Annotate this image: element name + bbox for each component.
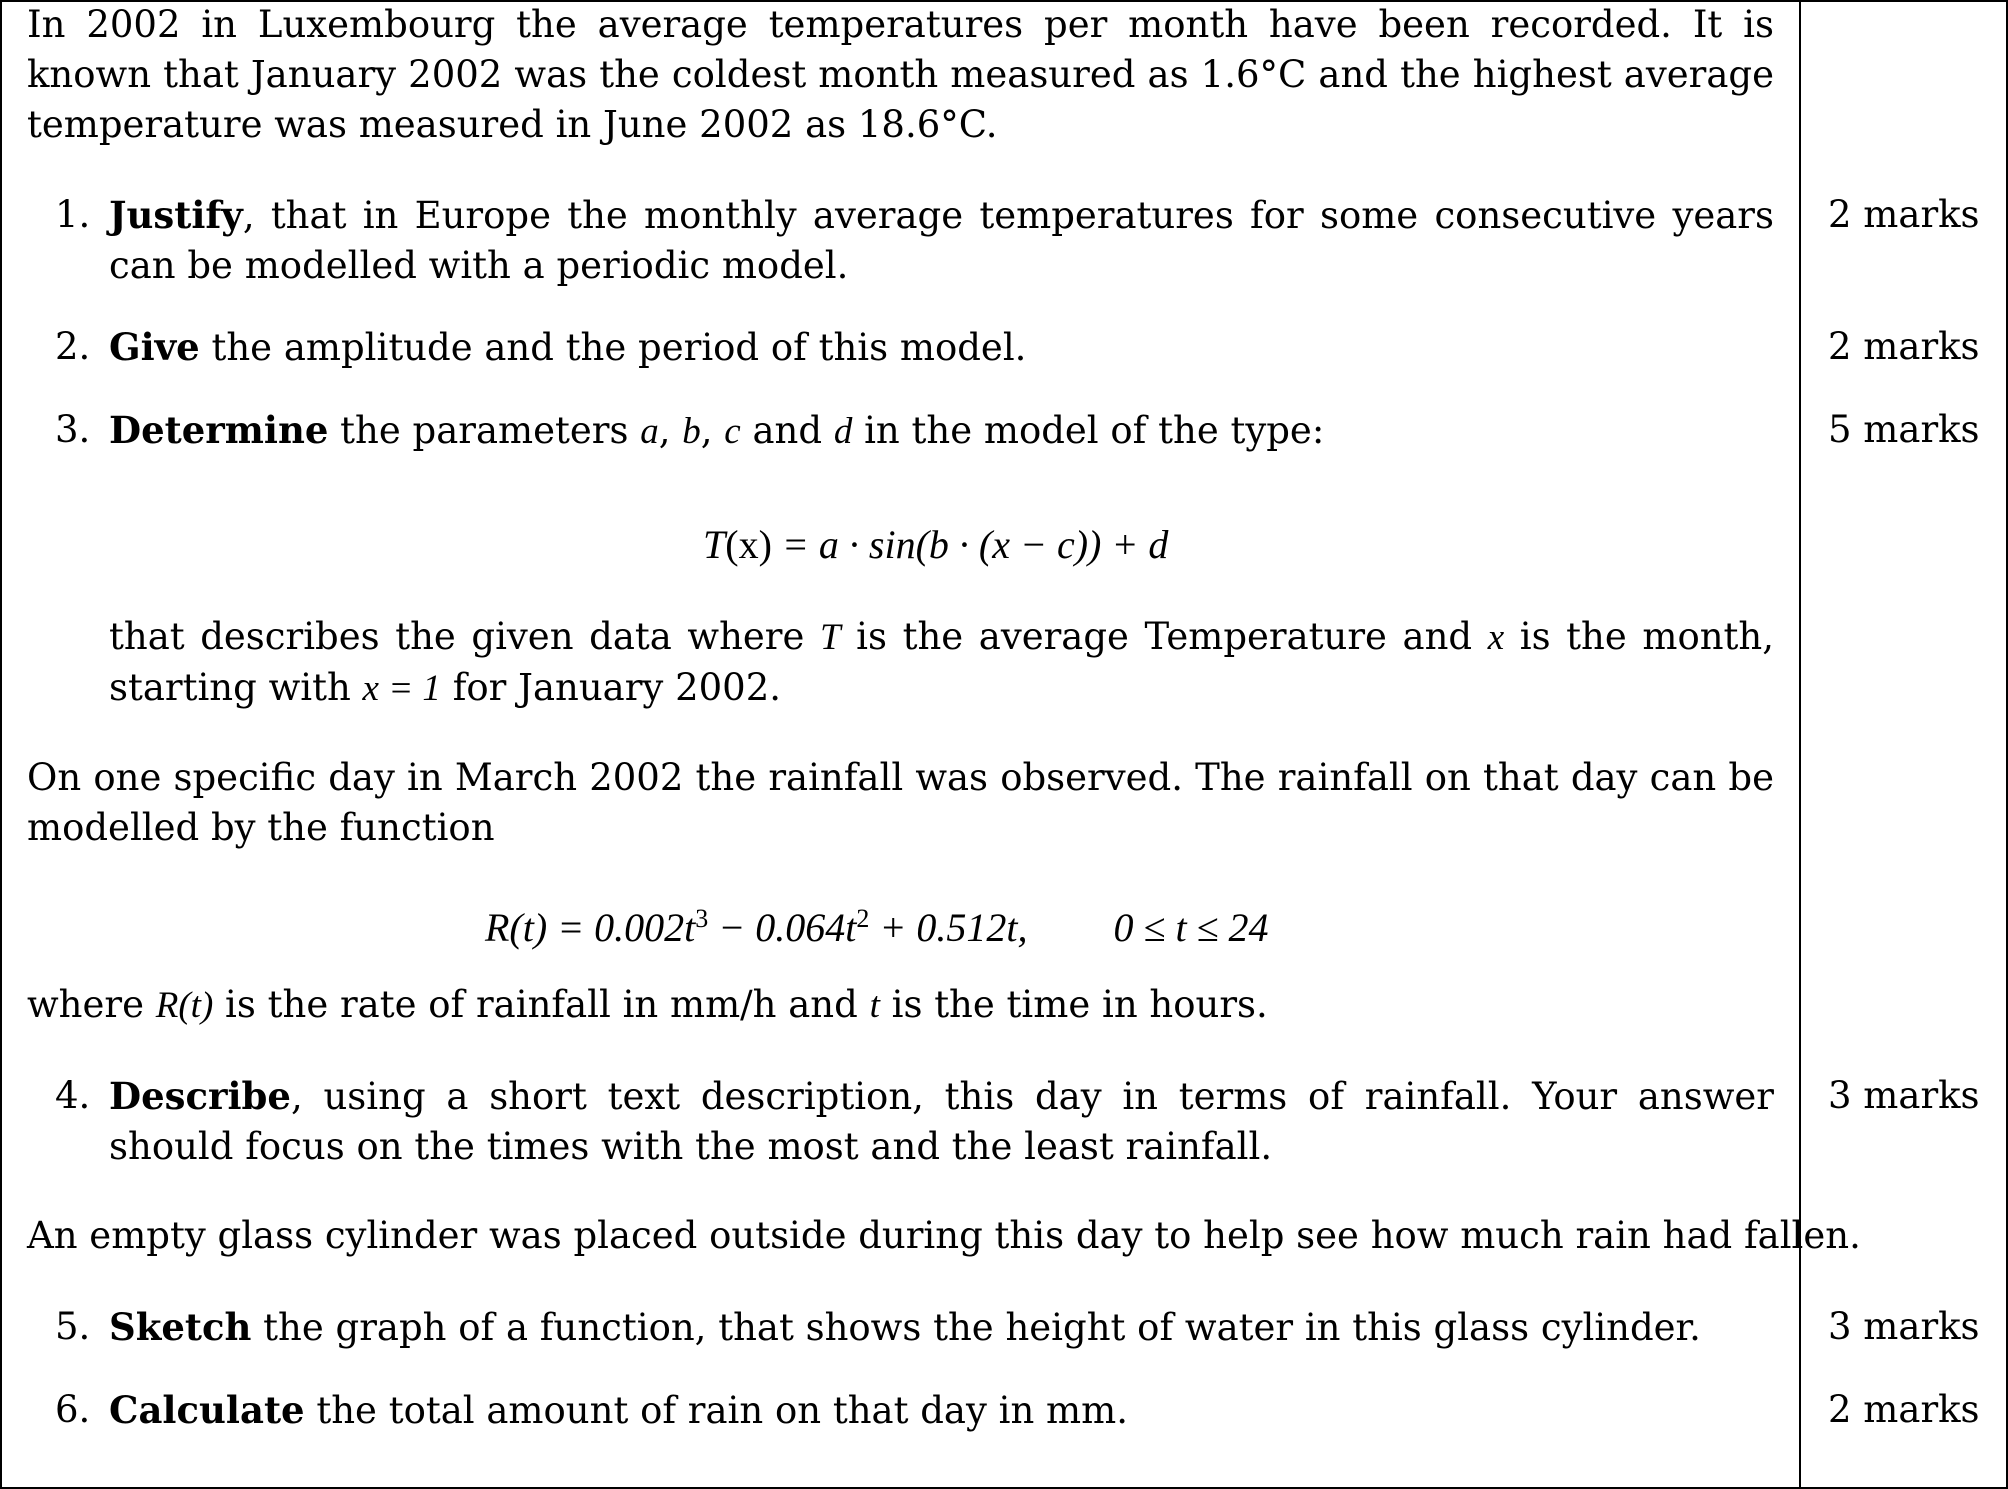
question-2-number: 2.: [55, 325, 91, 368]
param-c: c: [724, 411, 741, 452]
question-5-keyword: Sketch: [109, 1305, 252, 1349]
var-x: x: [1487, 617, 1505, 658]
formula-r-tail: + 0.512t,: [869, 905, 1028, 950]
temperature-model-formula: [703, 520, 1168, 570]
question-3-sep: and: [740, 409, 834, 452]
rainfall-formula: [485, 903, 1269, 953]
question-2-marks: 2 marks: [1828, 325, 1980, 368]
var-R: R(t): [155, 985, 214, 1026]
rainfall-intro-paragraph: On one specific day in March 2002 the rainfall was observed. The rainfall on that day can be modelled by the function: [27, 756, 1774, 849]
question-4-number: 4.: [55, 1074, 91, 1117]
formula-t-lhs: T: [703, 522, 726, 567]
formula-r-domain: 0 ≤ t ≤ 24: [1113, 905, 1269, 950]
question-4-text: [109, 1071, 1774, 1172]
question-4-marks: 3 marks: [1828, 1074, 1980, 1117]
model-description: [109, 612, 1774, 714]
question-5-body: the graph of a function, that shows the height of water in this glass cylinder.: [251, 1306, 1701, 1349]
rainfall-definition: [27, 980, 1774, 1031]
question-6-keyword: Calculate: [109, 1388, 305, 1432]
formula-r-mid: − 0.064t: [708, 905, 857, 950]
question-3-sep: ,: [700, 409, 725, 452]
question-6-text: [109, 1385, 1774, 1436]
start-condition: x = 1: [362, 668, 441, 709]
rainfall-definition-part: is the rate of rainfall in mm/h and: [213, 983, 870, 1026]
formula-t-arg: (x): [725, 522, 772, 567]
rainfall-definition-part: where: [27, 983, 156, 1026]
question-3-sep: ,: [658, 409, 683, 452]
model-description-part: is the month, starting with: [109, 615, 1775, 709]
formula-r-lhs: R(t) = 0.002t: [485, 905, 696, 950]
formula-r-exponent-2: 2: [856, 904, 870, 933]
question-4-keyword: Describe: [109, 1074, 291, 1118]
question-6-marks: 2 marks: [1828, 1388, 1980, 1431]
var-t: t: [869, 985, 880, 1026]
cylinder-paragraph: An empty glass cylinder was placed outside during this day to help see how much rain had fallen.: [27, 1214, 1861, 1257]
question-3-keyword: Determine: [109, 408, 329, 452]
question-1-text: [109, 190, 1774, 291]
question-3-text: [109, 405, 1774, 457]
question-1-marks: 2 marks: [1828, 193, 1980, 236]
rainfall-definition-part: is the time in hours.: [879, 983, 1268, 1026]
model-description-part: for January 2002.: [440, 666, 782, 709]
question-2-text: [109, 322, 1774, 373]
question-6-number: 6.: [55, 1388, 91, 1431]
param-b: b: [682, 411, 701, 452]
model-description-part: that describes the given data where: [109, 615, 820, 658]
formula-r-exponent-3: 3: [695, 904, 709, 933]
question-4-body: , using a short text description, this day in terms of rainfall. Your answer should focus on the times with the most and the least rainfall.: [109, 1075, 1774, 1168]
question-3-body-a: the parameters: [328, 409, 641, 452]
var-T: T: [819, 617, 841, 658]
question-2-body: the amplitude and the period of this model.: [199, 326, 1027, 369]
question-3-body-b: in the model of the type:: [852, 409, 1325, 452]
question-1-number: 1.: [55, 193, 91, 236]
model-description-part: is the average Temperature and: [840, 615, 1488, 658]
question-5-marks: 3 marks: [1828, 1305, 1980, 1348]
formula-t-rhs: = a · sin(b · (x − c)) + d: [771, 522, 1169, 567]
question-3-number: 3.: [55, 408, 91, 451]
question-5-text: [109, 1302, 1774, 1353]
question-5-number: 5.: [55, 1305, 91, 1348]
param-d: d: [833, 411, 853, 452]
param-a: a: [640, 411, 659, 452]
question-1-body: , that in Europe the monthly average temperatures for some consecutive years can be modelled with a periodic model.: [109, 194, 1774, 287]
intro-paragraph: In 2002 in Luxembourg the average temperatures per month have been recorded. It is known that January 2002 was the coldest month measured as 1.6°C and the highest average temperature was measured in June 2002 as 18.6°C.: [27, 3, 1774, 146]
marks-column-divider: [1799, 0, 1801, 1489]
question-1-keyword: Justify: [109, 193, 243, 237]
question-2-keyword: Give: [109, 325, 200, 369]
question-6-body: the total amount of rain on that day in mm.: [304, 1389, 1128, 1432]
question-3-marks: 5 marks: [1828, 408, 1980, 451]
